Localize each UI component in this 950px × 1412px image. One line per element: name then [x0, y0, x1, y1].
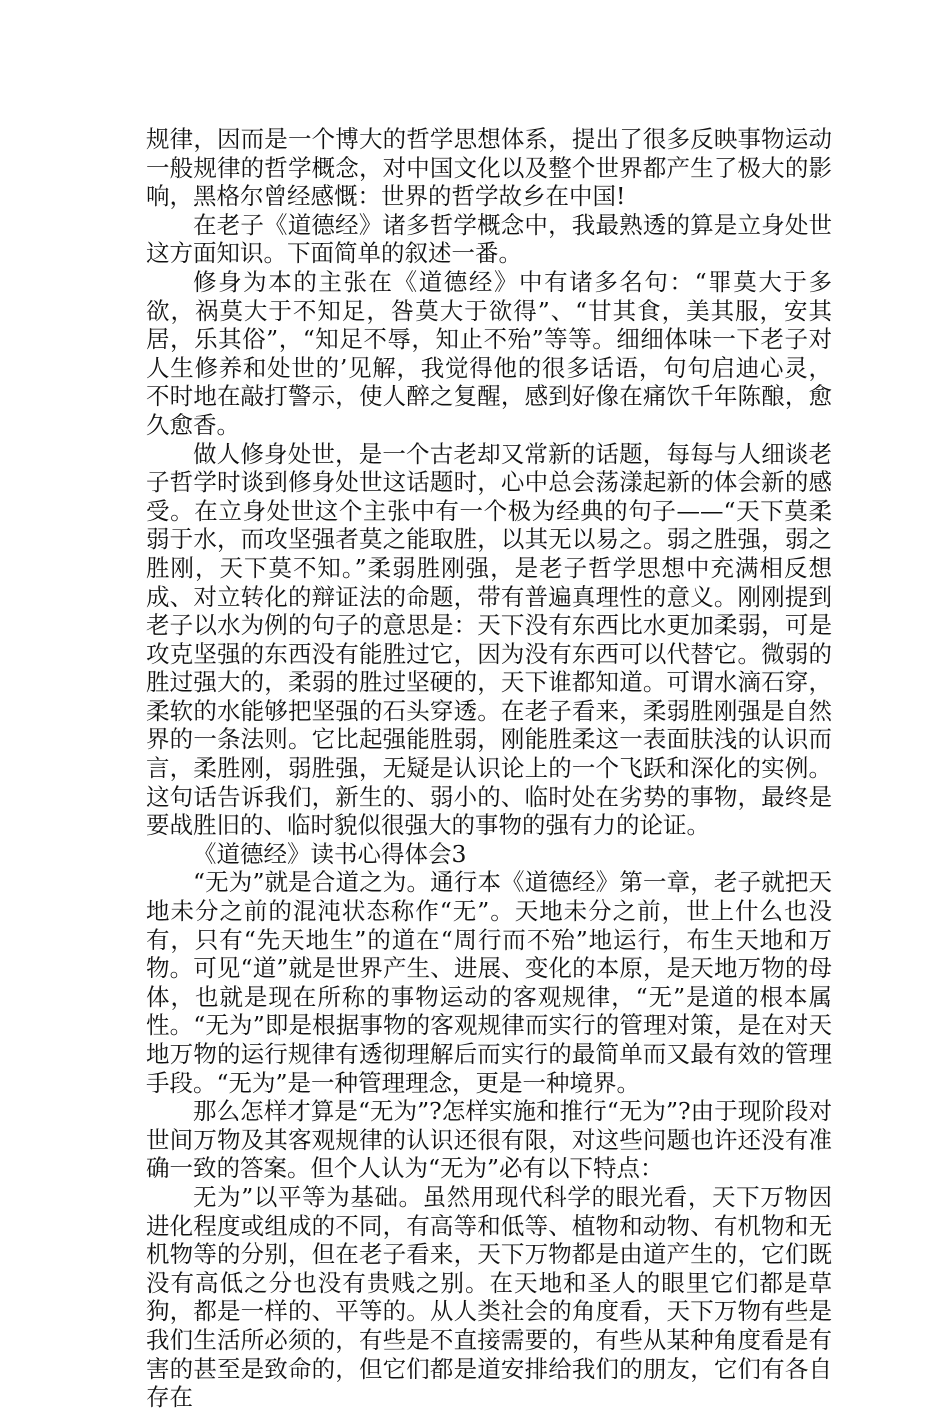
paragraph: “无为”就是合道之为。通行本《道德经》第一章，老子就把天地未分之前的混沌状态称作“无”。天地未分之前，世上什么也没有，只有“先天地生”的道在“周行而不殆”地运行，布生天地和万物。可见“道”就是世界产生、进展、变化的本原，是天地万物的母体，也就是现在所称的事物运动的客观规律，“无”是道的根本属性。“无为”即是根据事物的客观规律而实行的管理对策，是在对天地万物的运行规律有透彻理解后而实行的最简单而又最有效的管理手段。“无为”是一种管理理念，更是一种境界。: [146, 868, 832, 1097]
paragraph: 无为”以平等为基础。虽然用现代科学的眼光看，天下万物因进化程度或组成的不同，有高等和低等、植物和动物、有机物和无机物等的分别，但在老子看来，天下万物都是由道产生的，它们既没有高低之分也没有贵贱之别。在天地和圣人的眼里它们都是草狗，都是一样的、平等的。从人类社会的角度看，天下万物有些是我们生活所必须的，有些是不直接需要的，有些从某种角度看是有害的甚至是致命的，但它们都是道安排给我们的朋友，它们有各自存在: [146, 1182, 832, 1412]
paragraph: 修身为本的主张在《道德经》中有诸多名句：“罪莫大于多欲，祸莫大于不知足，咎莫大于欲得”、“甘其食，美其服，安其居，乐其俗”，“知足不辱，知止不殆”等等。细细体味一下老子对人生修养和处世的’见解，我觉得他的很多话语，句句启迪心灵，不时地在敲打警示，使人醉之复醒，感到好像在痛饮千年陈酿，愈久愈香。: [146, 267, 832, 439]
paragraph: 规律，因而是一个博大的哲学思想体系，提出了很多反映事物运动一般规律的哲学概念，对中国文化以及整个世界都产生了极大的影响，黑格尔曾经感慨：世界的哲学故乡在中国!: [146, 125, 832, 211]
paragraph: 那么怎样才算是“无为”?怎样实施和推行“无为”?由于现阶段对世间万物及其客观规律的认识还很有限，对这些问题也许还没有准确一致的答案。但个人认为“无为”必有以下特点：: [146, 1097, 832, 1183]
document-body: [146, 125, 832, 1412]
paragraph: 做人修身处世，是一个古老却又常新的话题，每每与人细谈老子哲学时谈到修身处世这话题时，心中总会荡漾起新的体会新的感受。在立身处世这个主张中有一个极为经典的句子——“天下莫柔弱于水，而攻坚强者莫之能取胜，以其无以易之。弱之胜强，弱之胜刚，天下莫不知。”柔弱胜刚强，是老子哲学思想中充满相反想成、对立转化的辩证法的命题，带有普遍真理性的意义。刚刚提到老子以水为例的句子的意思是：天下没有东西比水更加柔弱，可是攻克坚强的东西没有能胜过它，因为没有东西可以代替它。微弱的胜过强大的，柔弱的胜过坚硬的，天下谁都知道。可谓水滴石穿，柔软的水能够把坚强的石头穿透。在老子看来，柔弱胜刚强是自然界的一条法则。它比起强能胜弱，刚能胜柔这一表面肤浅的认识而言，柔胜刚，弱胜强，无疑是认识论上的一个飞跃和深化的实例。这句话告诉我们，新生的、弱小的、临时处在劣势的事物，最终是要战胜旧的、临时貌似很强大的事物的强有力的论证。: [146, 439, 832, 840]
paragraph: 在老子《道德经》诸多哲学概念中，我最熟透的算是立身处世这方面知识。下面简单的叙述一番。: [146, 210, 832, 268]
section-title: 《道德经》读书心得体会3: [193, 839, 467, 868]
